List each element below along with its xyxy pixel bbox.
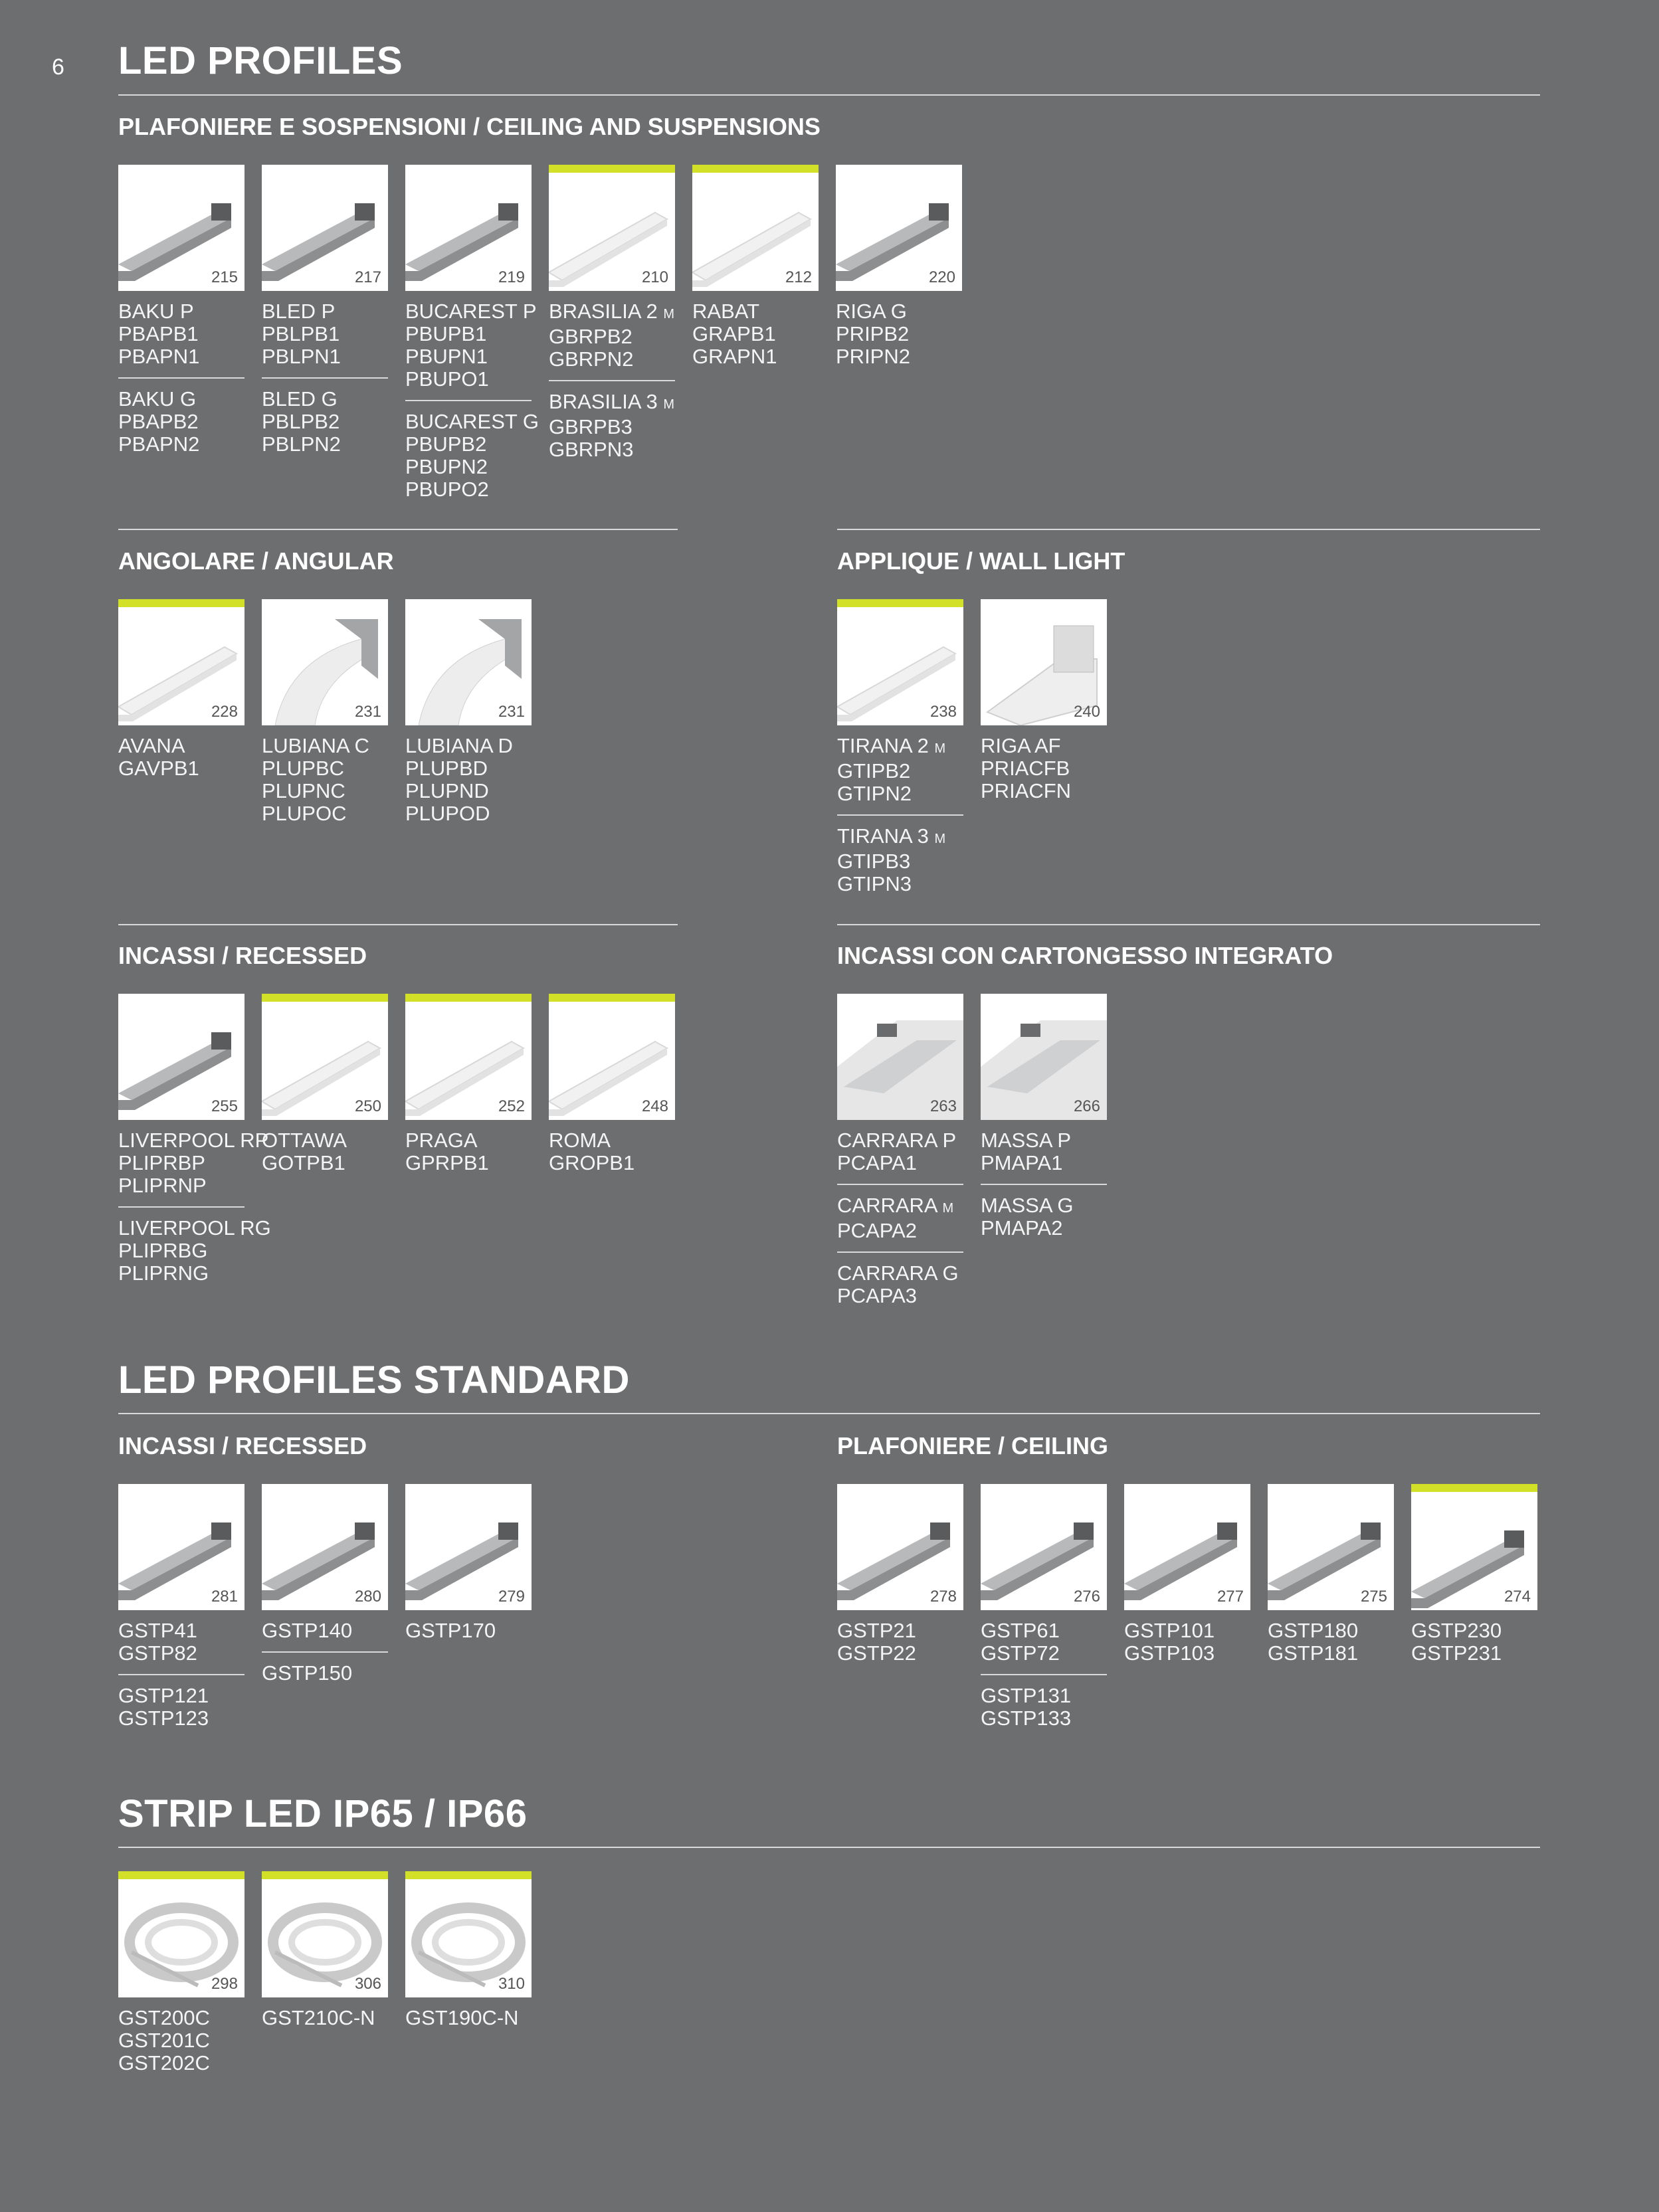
section-title-led-profiles-standard: LED PROFILES STANDARD: [118, 1358, 630, 1402]
product-code: PCAPA1: [837, 1151, 918, 1174]
product-thumbnail: [262, 1484, 388, 1610]
product-code: GBRPB2: [549, 325, 633, 348]
product-code: PBAPB2: [118, 410, 199, 433]
product-code-group: [549, 300, 675, 371]
product-code-group: [405, 400, 539, 501]
product-thumbnail: [118, 1484, 244, 1610]
product-thumbnail: [262, 1871, 388, 1997]
product-thumbnail: [692, 165, 819, 291]
catalog-page-number: 231: [354, 703, 381, 721]
catalog-page-number: 219: [498, 268, 525, 286]
product-code-group: [118, 2007, 244, 2074]
catalog-page-number: 255: [211, 1097, 238, 1115]
product-name: BUCAREST G: [405, 410, 539, 433]
product-code: GROPB1: [549, 1151, 635, 1174]
product-code: PLIPRNG: [118, 1261, 209, 1285]
product-code-group: [262, 1129, 388, 1174]
product-card[interactable]: [981, 599, 1107, 802]
product-thumbnail: [837, 1484, 963, 1610]
product-card[interactable]: [118, 165, 244, 456]
product-thumbnail: [405, 165, 532, 291]
product-card[interactable]: [1411, 1484, 1537, 1665]
product-code: GBRPN2: [549, 347, 634, 371]
product-thumbnail: [549, 165, 675, 291]
catalog-page-number: 280: [354, 1588, 381, 1606]
product-code-group: [262, 377, 388, 456]
product-code: PBUPN2: [405, 455, 488, 478]
product-code: PBUPN1: [405, 345, 488, 368]
product-code: GSTP22: [837, 1641, 916, 1665]
catalog-page-number: 238: [929, 703, 957, 721]
section-divider: [118, 1847, 1540, 1848]
catalog-page-number: 266: [1073, 1097, 1100, 1115]
product-code: PBUPO1: [405, 367, 489, 391]
product-code: PLUPOC: [262, 802, 347, 825]
product-name: TIRANA 3 M: [837, 824, 946, 848]
product-name: BLED G: [262, 387, 338, 411]
product-code-group: [549, 1129, 675, 1174]
product-name: BAKU G: [118, 387, 197, 411]
product-code-group: [981, 735, 1107, 802]
product-code: GST202C: [118, 2051, 210, 2074]
product-thumbnail: [1124, 1484, 1250, 1610]
product-thumbnail: [118, 1871, 244, 1997]
product-thumbnail: [1268, 1484, 1394, 1610]
product-code: GRAPN1: [692, 345, 777, 368]
catalog-page-number: 215: [211, 268, 238, 286]
product-code-group: [837, 1184, 963, 1242]
product-code-group: [405, 1619, 532, 1642]
product-code: GOTPB1: [262, 1151, 345, 1174]
product-card[interactable]: [549, 165, 675, 461]
product-code-group: [262, 300, 388, 368]
subsection-title-plasterboard: INCASSI CON CARTONGESSO INTEGRATO: [837, 942, 1333, 969]
product-code: PBUPB2: [405, 432, 487, 456]
subsection-title-ceiling-suspensions: PLAFONIERE E SOSPENSIONI / CEILING AND SUSPENSIONS: [118, 113, 821, 140]
subsection-divider: [118, 529, 678, 530]
product-code: GSTP121: [118, 1684, 209, 1707]
product-code-group: [837, 1619, 963, 1665]
product-code: GSTP72: [981, 1641, 1060, 1665]
catalog-page-number: 276: [1073, 1588, 1100, 1606]
product-code-group: [692, 300, 819, 368]
product-code-group: [405, 735, 532, 825]
product-code: GSTP131: [981, 1684, 1072, 1707]
product-card[interactable]: [262, 994, 388, 1174]
catalog-page-number: 306: [354, 1975, 381, 1993]
product-code-group: [118, 735, 244, 780]
product-name: BUCAREST P: [405, 300, 537, 323]
catalog-page-number: 277: [1217, 1588, 1244, 1606]
product-card[interactable]: [1268, 1484, 1394, 1665]
product-code: PLIPRNP: [118, 1174, 207, 1197]
product-code-group: [118, 1206, 271, 1285]
product-code: PBAPN2: [118, 432, 200, 456]
product-code-group: [262, 1619, 388, 1642]
product-name: CARRARA M: [837, 1194, 954, 1217]
product-code: GSTP133: [981, 1706, 1072, 1730]
product-thumbnail: [1411, 1484, 1537, 1610]
product-thumbnail: [262, 994, 388, 1120]
product-code: GSTP123: [118, 1706, 209, 1730]
product-card[interactable]: [262, 1484, 388, 1685]
product-name: BAKU P: [118, 300, 194, 323]
product-code: GST210C-N: [262, 2006, 375, 2029]
product-name: CARRARA P: [837, 1129, 957, 1152]
product-code: PBUPO2: [405, 478, 489, 501]
product-code: GSTP21: [837, 1619, 916, 1642]
product-card[interactable]: [549, 994, 675, 1174]
product-code: GTIPN2: [837, 782, 912, 805]
product-code: PLUPBD: [405, 757, 488, 780]
product-code: PRIPB2: [836, 322, 910, 345]
product-name: LUBIANA D: [405, 734, 513, 757]
product-code-group: [405, 1129, 532, 1174]
product-code-group: [981, 1184, 1107, 1240]
product-code: GTIPN3: [837, 872, 912, 895]
product-code-group: [981, 1619, 1107, 1665]
product-name: TIRANA 2 M: [837, 734, 946, 757]
product-code: PBAPB1: [118, 322, 199, 345]
catalog-page-number: 279: [498, 1588, 525, 1606]
product-code-group: [1411, 1619, 1537, 1665]
product-card[interactable]: [262, 1871, 388, 2029]
catalog-page-number: 263: [929, 1097, 957, 1115]
product-card[interactable]: [262, 599, 388, 825]
product-code: GST200C: [118, 2006, 210, 2029]
product-code-group: [837, 1251, 963, 1307]
catalog-page-number: 210: [641, 268, 668, 286]
product-code: GSTP41: [118, 1619, 197, 1642]
product-code: OTTAWA: [262, 1129, 347, 1152]
product-code: GSTP150: [262, 1661, 353, 1685]
catalog-page-number: 250: [354, 1097, 381, 1115]
catalog-page-number: 278: [929, 1588, 957, 1606]
product-code: GPRPB1: [405, 1151, 489, 1174]
catalog-page-number: 231: [498, 703, 525, 721]
product-code: GSTP61: [981, 1619, 1060, 1642]
product-card[interactable]: [837, 994, 963, 1307]
product-code-group: [405, 2007, 532, 2029]
product-code: PRIACFN: [981, 779, 1072, 802]
section-divider: [118, 94, 1540, 96]
product-name: CARRARA G: [837, 1261, 959, 1285]
product-card[interactable]: [405, 1871, 532, 2029]
product-thumbnail: [836, 165, 962, 291]
catalog-page-number: 212: [785, 268, 812, 286]
product-code: PBLPB1: [262, 322, 340, 345]
product-thumbnail: [405, 599, 532, 725]
product-code: GRAPB1: [692, 322, 776, 345]
product-thumbnail: [981, 599, 1107, 725]
product-code: PRIPN2: [836, 345, 910, 368]
product-card[interactable]: [837, 599, 963, 895]
product-code: GSTP82: [118, 1641, 197, 1665]
product-code: PCAPA2: [837, 1219, 918, 1242]
product-code: PLUPBC: [262, 757, 345, 780]
product-code: GBRPN3: [549, 438, 634, 461]
subsection-title-recessed: INCASSI / RECESSED: [118, 942, 367, 969]
product-code: PLIPRBG: [118, 1239, 208, 1262]
product-card[interactable]: [118, 994, 271, 1285]
product-name: BRASILIA 3 M: [549, 390, 674, 413]
product-code: GSTP181: [1268, 1641, 1359, 1665]
product-code: PLIPRBP: [118, 1151, 205, 1174]
product-card[interactable]: [118, 599, 244, 780]
product-code: GST190C-N: [405, 2006, 519, 2029]
product-code-group: [262, 2007, 388, 2029]
product-code: PCAPA3: [837, 1284, 918, 1307]
product-thumbnail: [118, 994, 244, 1120]
product-code: PRAGA: [405, 1129, 478, 1152]
product-code: GTIPB3: [837, 850, 911, 873]
product-name: BLED P: [262, 300, 336, 323]
product-code: PBAPN1: [118, 345, 200, 368]
catalog-page-number: 217: [354, 268, 381, 286]
product-code-group: [262, 1651, 388, 1685]
product-thumbnail: [981, 994, 1107, 1120]
product-code-group: [118, 1619, 244, 1665]
catalog-page-number: 275: [1360, 1588, 1387, 1606]
product-code: PLUPOD: [405, 802, 490, 825]
product-thumbnail: [837, 599, 963, 725]
product-code: RABAT: [692, 300, 760, 323]
subsection-title-standard-ceiling: PLAFONIERE / CEILING: [837, 1432, 1109, 1459]
product-name: RIGA G: [836, 300, 907, 323]
product-code: GST201C: [118, 2029, 210, 2052]
catalog-page-number: 281: [211, 1588, 238, 1606]
product-code: PBLPN1: [262, 345, 341, 368]
product-code: GAVPB1: [118, 757, 199, 780]
subsection-title-angular: ANGOLARE / ANGULAR: [118, 547, 394, 575]
product-thumbnail: [549, 994, 675, 1120]
subsection-divider: [837, 924, 1540, 925]
catalog-page-number: 240: [1073, 703, 1100, 721]
product-card[interactable]: [405, 1484, 532, 1642]
product-code-group: [118, 377, 244, 456]
product-card[interactable]: [405, 599, 532, 825]
section-title-strip-led: STRIP LED IP65 / IP66: [118, 1792, 528, 1835]
product-code-group: [405, 300, 537, 391]
product-code: PMAPA1: [981, 1151, 1063, 1174]
product-name: RIGA AF: [981, 734, 1061, 757]
product-code-group: [1124, 1619, 1250, 1665]
catalog-page-number: 274: [1504, 1588, 1531, 1606]
product-code: GSTP230: [1411, 1619, 1502, 1642]
product-name: MASSA P: [981, 1129, 1072, 1152]
product-code-group: [837, 814, 963, 895]
product-code: GSTP140: [262, 1619, 353, 1642]
section-divider: [118, 1413, 1540, 1414]
product-thumbnail: [405, 1484, 532, 1610]
product-thumbnail: [981, 1484, 1107, 1610]
catalog-page-number: 252: [498, 1097, 525, 1115]
product-code-group: [837, 735, 963, 805]
product-code: PMAPA2: [981, 1216, 1063, 1240]
product-code: ROMA: [549, 1129, 611, 1152]
product-thumbnail: [837, 994, 963, 1120]
product-thumbnail: [118, 599, 244, 725]
product-code-group: [118, 1129, 269, 1197]
product-card[interactable]: [837, 1484, 963, 1665]
product-code: PLUPND: [405, 779, 489, 802]
product-thumbnail: [262, 599, 388, 725]
catalog-page-number: 298: [211, 1975, 238, 1993]
product-code-group: [118, 1674, 244, 1730]
product-name: LIVERPOOL RP: [118, 1129, 269, 1152]
product-thumbnail: [118, 165, 244, 291]
product-code: PBLPN2: [262, 432, 341, 456]
product-thumbnail: [262, 165, 388, 291]
product-code: GSTP231: [1411, 1641, 1502, 1665]
subsection-divider: [118, 924, 678, 925]
product-code-group: [837, 1129, 963, 1174]
subsection-title-standard-recessed: INCASSI / RECESSED: [118, 1432, 367, 1459]
catalog-page-number: 248: [641, 1097, 668, 1115]
product-card[interactable]: [1124, 1484, 1250, 1665]
product-thumbnail: [405, 1871, 532, 1997]
product-code: PLUPNC: [262, 779, 345, 802]
product-code: AVANA: [118, 734, 185, 757]
catalog-page-number: 228: [211, 703, 238, 721]
product-code-group: [1268, 1619, 1394, 1665]
product-card[interactable]: [118, 1871, 244, 2074]
product-code: GTIPB2: [837, 759, 911, 783]
product-card[interactable]: [836, 165, 962, 368]
product-card[interactable]: [405, 994, 532, 1174]
subsection-divider: [837, 529, 1540, 530]
product-code: GBRPB3: [549, 415, 633, 438]
product-card[interactable]: [981, 994, 1107, 1240]
product-code-group: [981, 1129, 1107, 1174]
product-code-group: [118, 300, 244, 368]
product-code: GSTP170: [405, 1619, 496, 1642]
product-name: LIVERPOOL RG: [118, 1216, 271, 1240]
product-name: MASSA G: [981, 1194, 1074, 1217]
product-card[interactable]: [981, 1484, 1107, 1730]
product-card[interactable]: [405, 165, 539, 501]
product-card[interactable]: [118, 1484, 244, 1730]
page-number: 6: [52, 54, 64, 80]
product-name: BRASILIA 2 M: [549, 300, 674, 323]
subsection-title-wall-light: APPLIQUE / WALL LIGHT: [837, 547, 1125, 575]
product-code-group: [981, 1674, 1107, 1730]
product-name: LUBIANA C: [262, 734, 369, 757]
catalog-page-number: 310: [498, 1975, 525, 1993]
product-code: PRIACFB: [981, 757, 1070, 780]
product-code: PBLPB2: [262, 410, 340, 433]
product-thumbnail: [405, 994, 532, 1120]
product-card[interactable]: [262, 165, 388, 456]
product-code: PBUPB1: [405, 322, 487, 345]
section-title-led-profiles: LED PROFILES: [118, 39, 403, 82]
product-card[interactable]: [692, 165, 819, 368]
product-code-group: [836, 300, 962, 368]
product-code: GSTP103: [1124, 1641, 1215, 1665]
product-code: GSTP180: [1268, 1619, 1359, 1642]
product-code: GSTP101: [1124, 1619, 1215, 1642]
product-code-group: [549, 380, 675, 461]
product-code-group: [262, 735, 388, 825]
catalog-page-number: 220: [928, 268, 955, 286]
